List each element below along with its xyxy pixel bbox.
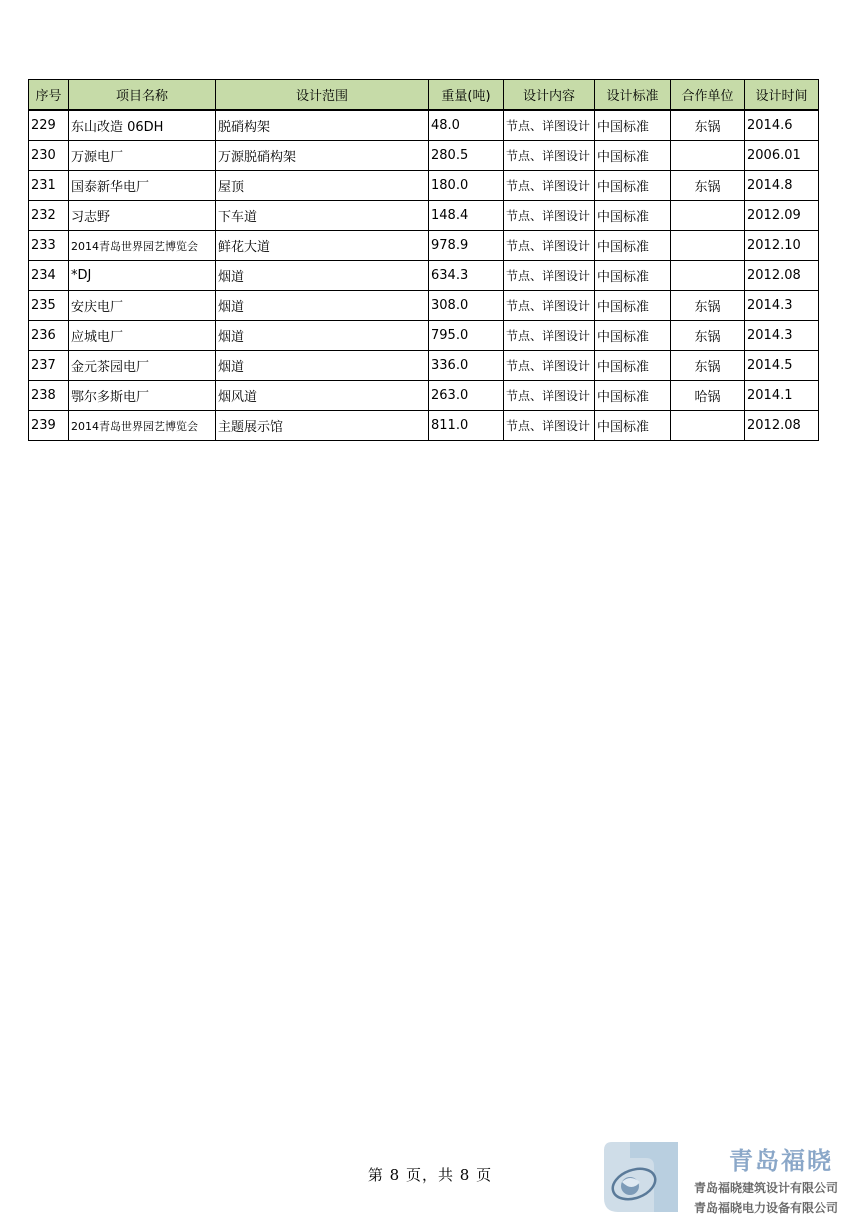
header-design-standard: 设计标准 bbox=[595, 80, 671, 111]
cell-index: 230 bbox=[29, 141, 69, 171]
table-row bbox=[29, 141, 819, 171]
header-partner: 合作单位 bbox=[671, 80, 745, 111]
header-design-scope: 设计范围 bbox=[216, 80, 429, 111]
cell-design-content: 节点、详图设计 bbox=[504, 321, 595, 351]
cell-design-standard: 中国标准 bbox=[595, 141, 671, 171]
cell-design-content: 节点、详图设计 bbox=[504, 231, 595, 261]
cell-project-name: 万源电厂 bbox=[69, 141, 216, 171]
cell-design-time: 2012.08 bbox=[745, 261, 819, 291]
cell-partner: 哈锅 bbox=[671, 381, 745, 411]
table-row bbox=[29, 110, 819, 141]
cell-weight: 811.0 bbox=[429, 411, 504, 441]
brand-company-1: 青岛福晓建筑设计有限公司 bbox=[694, 1181, 839, 1195]
header-design-time: 设计时间 bbox=[745, 80, 819, 111]
cell-partner bbox=[671, 141, 745, 171]
cell-design-standard: 中国标准 bbox=[595, 261, 671, 291]
cell-partner bbox=[671, 411, 745, 441]
cell-project-name: 东山改造 06DH bbox=[69, 110, 216, 141]
cell-index: 233 bbox=[29, 231, 69, 261]
cell-design-scope: 下车道 bbox=[216, 201, 429, 231]
cell-index: 232 bbox=[29, 201, 69, 231]
cell-design-scope: 屋顶 bbox=[216, 171, 429, 201]
table-row bbox=[29, 321, 819, 351]
header-design-content: 设计内容 bbox=[504, 80, 595, 111]
cell-weight: 308.0 bbox=[429, 291, 504, 321]
cell-design-scope: 烟道 bbox=[216, 351, 429, 381]
cell-partner bbox=[671, 261, 745, 291]
header-project-name: 项目名称 bbox=[69, 80, 216, 111]
table-row bbox=[29, 291, 819, 321]
cell-project-name: 2014青岛世界园艺博览会 bbox=[69, 231, 216, 261]
cell-project-name: 国泰新华电厂 bbox=[69, 171, 216, 201]
table-row bbox=[29, 381, 819, 411]
brand-title: 青岛福晓 bbox=[729, 1146, 833, 1175]
cell-weight: 280.5 bbox=[429, 141, 504, 171]
project-table bbox=[28, 79, 819, 441]
cell-design-standard: 中国标准 bbox=[595, 321, 671, 351]
cell-index: 231 bbox=[29, 171, 69, 201]
cell-design-scope: 鲜花大道 bbox=[216, 231, 429, 261]
cell-design-content: 节点、详图设计 bbox=[504, 110, 595, 141]
cell-design-standard: 中国标准 bbox=[595, 351, 671, 381]
cell-index: 238 bbox=[29, 381, 69, 411]
cell-weight: 180.0 bbox=[429, 171, 504, 201]
cell-design-content: 节点、详图设计 bbox=[504, 411, 595, 441]
cell-weight: 48.0 bbox=[429, 110, 504, 141]
cell-design-time: 2014.3 bbox=[745, 291, 819, 321]
cell-design-standard: 中国标准 bbox=[595, 231, 671, 261]
cell-index: 236 bbox=[29, 321, 69, 351]
table-row bbox=[29, 351, 819, 381]
cell-design-time: 2012.10 bbox=[745, 231, 819, 261]
cell-design-time: 2006.01 bbox=[745, 141, 819, 171]
cell-weight: 336.0 bbox=[429, 351, 504, 381]
cell-design-content: 节点、详图设计 bbox=[504, 291, 595, 321]
cell-design-standard: 中国标准 bbox=[595, 381, 671, 411]
header-index: 序号 bbox=[29, 80, 69, 111]
cell-partner: 东锅 bbox=[671, 321, 745, 351]
cell-design-standard: 中国标准 bbox=[595, 411, 671, 441]
cell-design-time: 2012.09 bbox=[745, 201, 819, 231]
cell-design-time: 2014.5 bbox=[745, 351, 819, 381]
cell-weight: 148.4 bbox=[429, 201, 504, 231]
cell-partner: 东锅 bbox=[671, 351, 745, 381]
cell-partner: 东锅 bbox=[671, 171, 745, 201]
table-row bbox=[29, 201, 819, 231]
cell-design-scope: 烟风道 bbox=[216, 381, 429, 411]
cell-index: 229 bbox=[29, 110, 69, 141]
cell-design-scope: 烟道 bbox=[216, 261, 429, 291]
page-number: 第 8 页，共 8 页 bbox=[367, 1166, 493, 1184]
cell-design-standard: 中国标准 bbox=[595, 201, 671, 231]
cell-design-time: 2014.3 bbox=[745, 321, 819, 351]
cell-project-name: 金元茶园电厂 bbox=[69, 351, 216, 381]
cell-design-standard: 中国标准 bbox=[595, 171, 671, 201]
cell-project-name: *DJ bbox=[69, 261, 216, 291]
cell-weight: 978.9 bbox=[429, 231, 504, 261]
cell-design-scope: 主题展示馆 bbox=[216, 411, 429, 441]
cell-partner: 东锅 bbox=[671, 110, 745, 141]
table-row bbox=[29, 171, 819, 201]
cell-project-name: 2014青岛世界园艺博览会 bbox=[69, 411, 216, 441]
cell-design-standard: 中国标准 bbox=[595, 110, 671, 141]
cell-design-content: 节点、详图设计 bbox=[504, 351, 595, 381]
cell-design-content: 节点、详图设计 bbox=[504, 201, 595, 231]
cell-design-content: 节点、详图设计 bbox=[504, 171, 595, 201]
company-logo-icon bbox=[596, 1138, 686, 1216]
cell-project-name: 鄂尔多斯电厂 bbox=[69, 381, 216, 411]
cell-design-content: 节点、详图设计 bbox=[504, 141, 595, 171]
cell-partner: 东锅 bbox=[671, 291, 745, 321]
brand-block bbox=[694, 1141, 860, 1216]
cell-design-scope: 烟道 bbox=[216, 321, 429, 351]
cell-index: 234 bbox=[29, 261, 69, 291]
cell-design-scope: 烟道 bbox=[216, 291, 429, 321]
cell-weight: 634.3 bbox=[429, 261, 504, 291]
cell-index: 235 bbox=[29, 291, 69, 321]
cell-design-scope: 万源脱硝构架 bbox=[216, 141, 429, 171]
cell-index: 237 bbox=[29, 351, 69, 381]
table-row bbox=[29, 231, 819, 261]
table-row bbox=[29, 411, 819, 441]
cell-design-standard: 中国标准 bbox=[595, 291, 671, 321]
table-header-row bbox=[29, 80, 819, 111]
cell-project-name: 安庆电厂 bbox=[69, 291, 216, 321]
cell-design-time: 2014.8 bbox=[745, 171, 819, 201]
cell-design-time: 2014.6 bbox=[745, 110, 819, 141]
cell-project-name: 应城电厂 bbox=[69, 321, 216, 351]
cell-design-time: 2012.08 bbox=[745, 411, 819, 441]
cell-index: 239 bbox=[29, 411, 69, 441]
cell-design-content: 节点、详图设计 bbox=[504, 381, 595, 411]
brand-company-2: 青岛福晓电力设备有限公司 bbox=[694, 1201, 839, 1215]
table-row bbox=[29, 261, 819, 291]
cell-project-name: 习志野 bbox=[69, 201, 216, 231]
cell-weight: 263.0 bbox=[429, 381, 504, 411]
cell-partner bbox=[671, 231, 745, 261]
cell-partner bbox=[671, 201, 745, 231]
header-weight: 重量(吨) bbox=[429, 80, 504, 111]
cell-design-scope: 脱硝构架 bbox=[216, 110, 429, 141]
cell-design-content: 节点、详图设计 bbox=[504, 261, 595, 291]
cell-design-time: 2014.1 bbox=[745, 381, 819, 411]
cell-weight: 795.0 bbox=[429, 321, 504, 351]
